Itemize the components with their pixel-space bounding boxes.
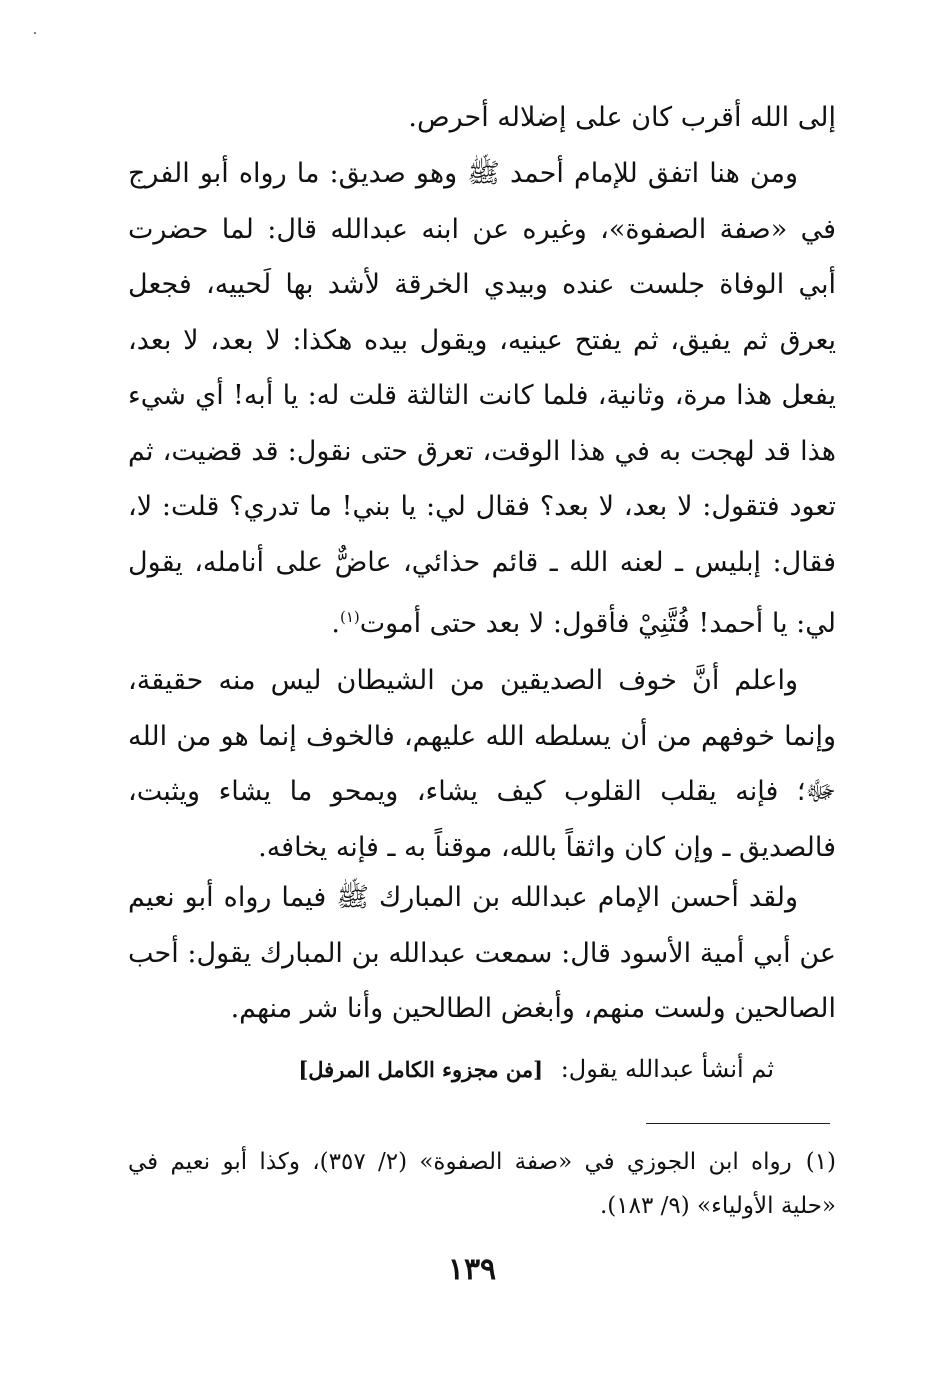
paragraph-imam-ahmad bbox=[128, 146, 836, 652]
poem-introduction bbox=[128, 1044, 836, 1095]
poem-intro-text: ثم أنشأ عبدالله يقول: bbox=[560, 1055, 774, 1083]
paragraph-1 bbox=[128, 146, 836, 652]
continued-line bbox=[128, 90, 836, 146]
paragraph-ibn-al-mubarak bbox=[128, 870, 836, 1037]
continued-line-text: إلى الله أقرب كان على إضلاله أحرص. bbox=[408, 102, 836, 133]
scan-speck bbox=[34, 32, 36, 34]
footnote bbox=[128, 1140, 836, 1228]
paragraph-1-end: . bbox=[331, 608, 340, 639]
footnote-number: (١) bbox=[805, 1149, 837, 1175]
footnote-reference[interactable]: (١) bbox=[339, 608, 360, 626]
footnote-divider bbox=[646, 1123, 830, 1124]
paragraph-3: ولقد أحسن الإمام عبدالله بن المبارك ﷺ فيما رواه أبو نعيم عن أبي أمية الأسود قال: سمعت عبدالله بن المبارك يقول: أحب الصالحين ولست منهم، وأبغض الطالحين وأنا شر منهم. bbox=[128, 882, 836, 1024]
paragraph-2: واعلم أنَّ خوف الصديقين من الشيطان ليس منه حقيقة، وإنما خوفهم من أن يسلطه الله عليهم، فالخوف إنما هو من الله ﷻ؛ فإنه يقلب القلوب كيف يشاء، ويمحو ما يشاء ويثبت، فالصديق ـ وإن كان واثقاً بالله، موقناً به ـ فإنه يخافه. bbox=[128, 665, 836, 863]
footnote-text: رواه ابن الجوزي في «صفة الصفوة» (٢/ ٣٥٧)، وكذا أبو نعيم في «حلية الأولياء» (٩/ ١٨٣). bbox=[128, 1149, 836, 1219]
meter-note: [من مجزوء الكامل المرفل] bbox=[298, 1057, 544, 1082]
page-number: ١٣٩ bbox=[447, 1252, 497, 1287]
paragraph-1-text: ومن هنا اتفق للإمام أحمد ﷺ وهو صديق: ما رواه أبو الفرج في «صفة الصفوة»، وغيره عن ابنه عبدالله قال: لما حضرت أبي الوفاة جلست عنده وبيدي الخرقة لأشد بها لَحييه، فجعل يعرق ثم يفيق، ثم يفتح عينيه، ويقول بيده هكذا: لا بعد، لا بعد، يفعل هذا مرة، وثانية، فلما كانت الثالثة قلت له: يا أبه! أي شيء هذا قد لهجت به في هذا الوقت، تعرق حتى نقول: قد قضيت، ثم تعود فتقول: لا بعد، لا بعد؟ فقال لي: يا بني! ما تدري؟ قلت: لا، فقال: إبليس ـ لعنه الله ـ قائم حذائي، عاضٌّ على أنامله، يقول لي: يا أحمد! فُتَّنِيْ فأقول: لا بعد حتى أموت bbox=[128, 158, 836, 639]
paragraph-fear-of-siddiqin bbox=[128, 653, 836, 875]
